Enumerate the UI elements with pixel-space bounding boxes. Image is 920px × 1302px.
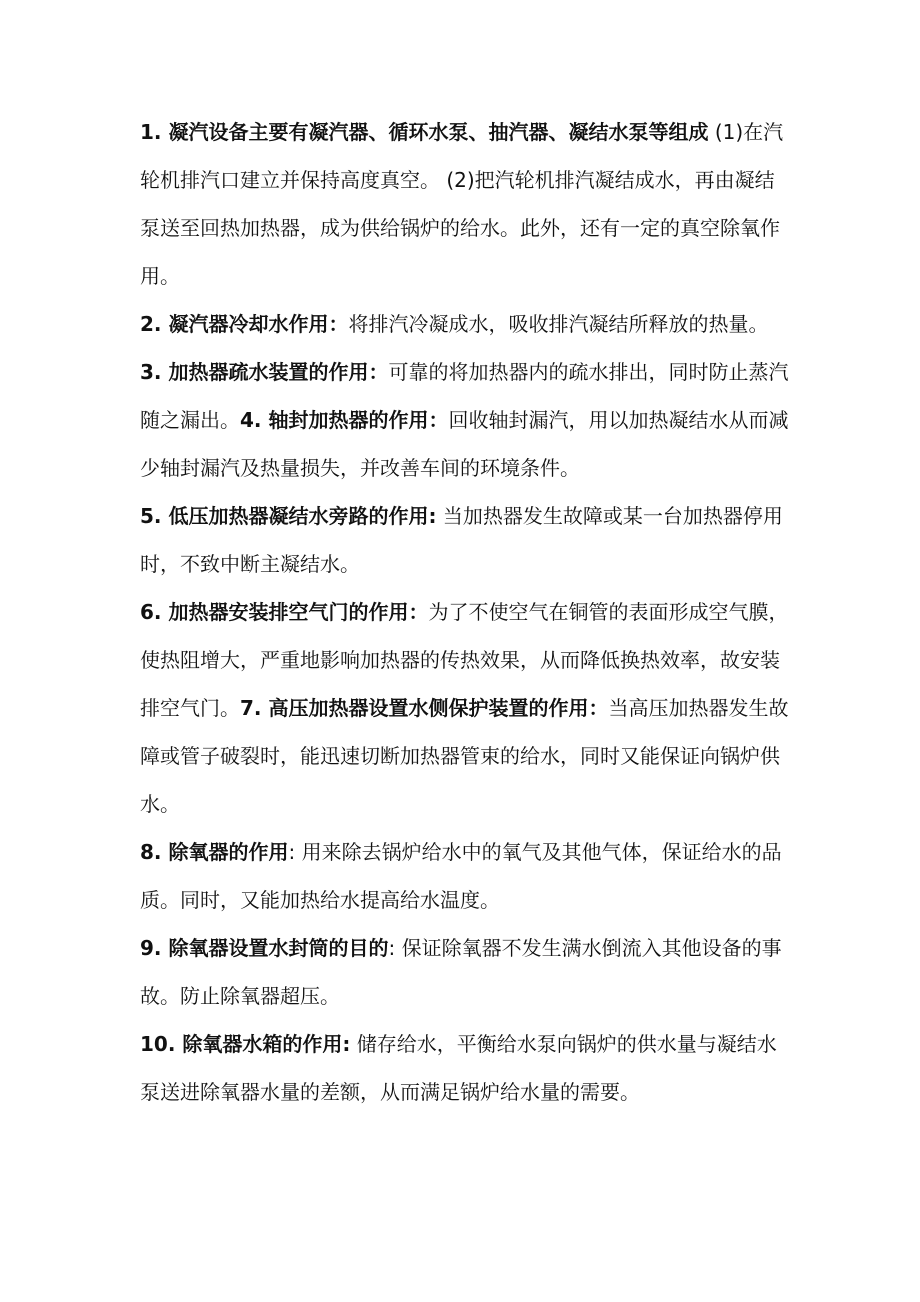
- paragraph-5: [140, 492, 790, 588]
- paragraph-heading-inline: 7. 高压加热器设置水侧保护装置的作用：: [240, 696, 609, 720]
- paragraph-heading: 2. 凝汽器冷却水作用：: [140, 312, 349, 336]
- paragraph-heading: 10. 除氧器水箱的作用:: [140, 1032, 351, 1056]
- paragraph-text: (1)在汽轮机排汽口建立并保持高度真空。 (2)把汽轮机排汽凝结成水，再由凝结泵送至回热加热器，成为供给锅炉的给水。此外，还有一定的真空除氧作用。: [140, 120, 784, 288]
- paragraph-heading: 6. 加热器安装排空气门的作用：: [140, 600, 429, 624]
- paragraph-6: [140, 588, 790, 828]
- paragraph-text: 储存给水，平衡给水泵向锅炉的供水量与凝结水泵送进除氧器水量的差额，从而满足锅炉给水量的需要。: [140, 1032, 777, 1104]
- paragraph-1: [140, 108, 790, 300]
- paragraph-heading: 9. 除氧器设置水封筒的目的: [140, 936, 389, 960]
- paragraph-text: 将排汽冷凝成水，吸收排汽凝结所释放的热量。: [348, 312, 769, 336]
- paragraph-text: 为了不使空气在铜管的表面形成空气膜，使热阻增大，严重地影响加热器的传热效果，从而降低换热效率，故安装排空气门。: [140, 600, 789, 720]
- paragraph-text: : 用来除去锅炉给水中的氧气及其他气体，保证给水的品质。同时，又能加热给水提高给水温度。: [140, 840, 782, 912]
- paragraph-heading-inline: 4. 轴封加热器的作用：: [240, 408, 449, 432]
- paragraph-10: [140, 1020, 790, 1116]
- paragraph-text: : 保证除氧器不发生满水倒流入其他设备的事故。防止除氧器超压。: [140, 936, 782, 1008]
- paragraph-heading: 3. 加热器疏水装置的作用：: [140, 360, 389, 384]
- paragraph-8: [140, 828, 790, 924]
- paragraph-2: [140, 300, 790, 348]
- document-body: [140, 108, 790, 1116]
- paragraph-heading: 1. 凝汽设备主要有凝汽器、循环水泵、抽汽器、凝结水泵等组成: [140, 120, 709, 144]
- paragraph-9: [140, 924, 790, 1020]
- paragraph-text: 当加热器发生故障或某一台加热器停用时，不致中断主凝结水。: [140, 504, 783, 576]
- paragraph-text-inline: 回收轴封漏汽，用以加热凝结水从而减少轴封漏汽及热量损失，并改善车间的环境条件。: [140, 408, 789, 480]
- paragraph-heading: 5. 低压加热器凝结水旁路的作用:: [140, 504, 437, 528]
- paragraph-heading: 8. 除氧器的作用: [140, 840, 289, 864]
- paragraph-text: 可靠的将加热器内的疏水排出，同时防止蒸汽随之漏出。: [140, 360, 789, 432]
- paragraph-3: [140, 348, 790, 492]
- paragraph-text-inline: 当高压加热器发生故障或管子破裂时，能迅速切断加热器管束的给水，同时又能保证向锅炉供水。: [140, 696, 789, 816]
